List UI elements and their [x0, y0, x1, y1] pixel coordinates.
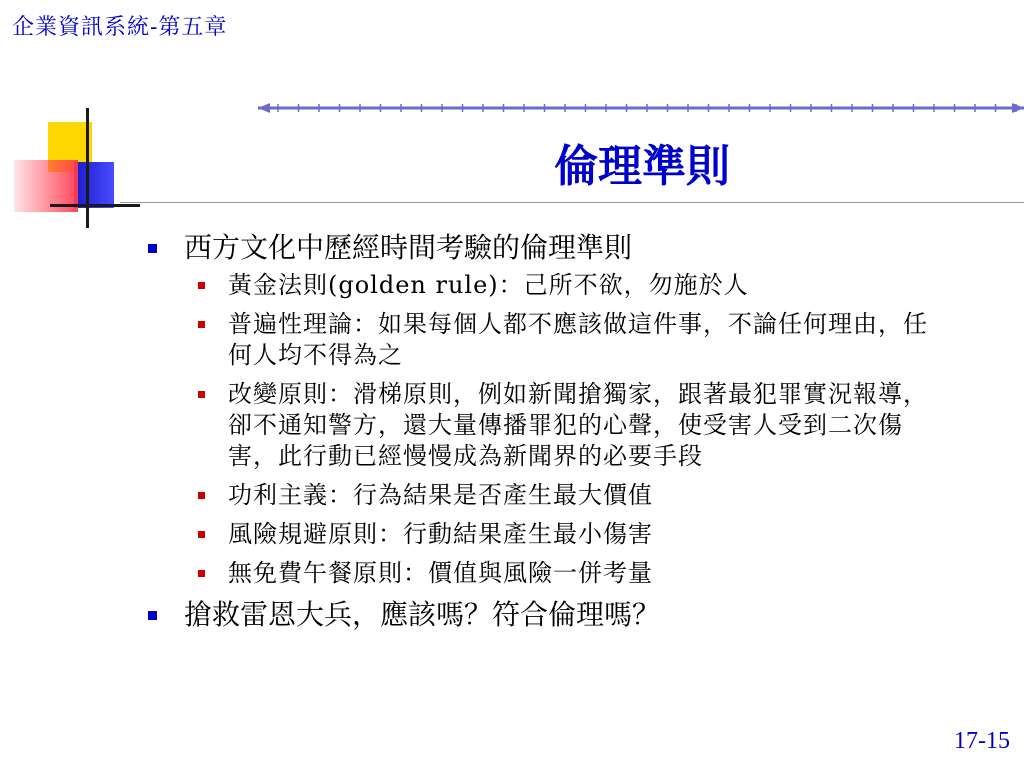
sub-bullet-text: 風險規避原則：行動結果產生最小傷害 — [228, 520, 653, 548]
corner-decoration — [10, 108, 140, 228]
square-bullet-icon — [198, 391, 205, 398]
sub-bullet-item — [148, 480, 982, 511]
deco-blue-square — [74, 162, 114, 208]
sub-bullet-text: 黃金法則(golden rule)：己所不欲，勿施於人 — [228, 271, 749, 299]
square-bullet-icon — [198, 492, 205, 499]
sub-bullet-text: 無免費午餐原則：價值與風險一併考量 — [228, 559, 653, 587]
chapter-header: 企業資訊系統-第五章 — [12, 15, 228, 40]
deco-vertical-line — [86, 108, 89, 228]
bullet-item — [148, 597, 988, 633]
square-bullet-icon — [198, 531, 205, 538]
page-number: 17-15 — [954, 728, 1010, 754]
sub-bullet-item — [148, 558, 982, 589]
deco-horizontal-line — [50, 204, 140, 207]
bullet-text: 西方文化中歷經時間考驗的倫理準則 — [184, 231, 633, 264]
sub-bullet-item — [148, 519, 982, 550]
title-underline — [120, 202, 1024, 203]
square-bullet-icon — [198, 570, 205, 577]
square-bullet-icon — [198, 321, 205, 328]
square-bullet-icon — [148, 244, 157, 253]
sub-bullet-text: 改變原則：滑梯原則，例如新聞搶獨家，跟著最犯罪實況報導，卻不通知警方，還大量傳播罪犯的心聲，使受害人受到二次傷害，此行動已經慢慢成為新聞界的必要手段 — [228, 380, 928, 470]
square-bullet-icon — [148, 611, 157, 620]
sub-bullet-item — [148, 379, 982, 472]
bullet-text: 搶救雷恩大兵，應該嗎？符合倫理嗎？ — [184, 598, 661, 631]
bullet-item — [148, 230, 988, 589]
sub-bullet-item — [148, 270, 982, 301]
slide-content — [148, 230, 988, 639]
ruler-decoration — [258, 98, 1024, 118]
sub-bullet-item — [148, 309, 982, 371]
sub-bullet-text: 普遍性理論：如果每個人都不應該做這件事，不論任何理由，任何人均不得為之 — [228, 310, 928, 369]
sub-bullet-text: 功利主義：行為結果是否產生最大價值 — [228, 481, 653, 509]
square-bullet-icon — [198, 282, 205, 289]
slide-title: 倫理準則 — [554, 141, 730, 192]
